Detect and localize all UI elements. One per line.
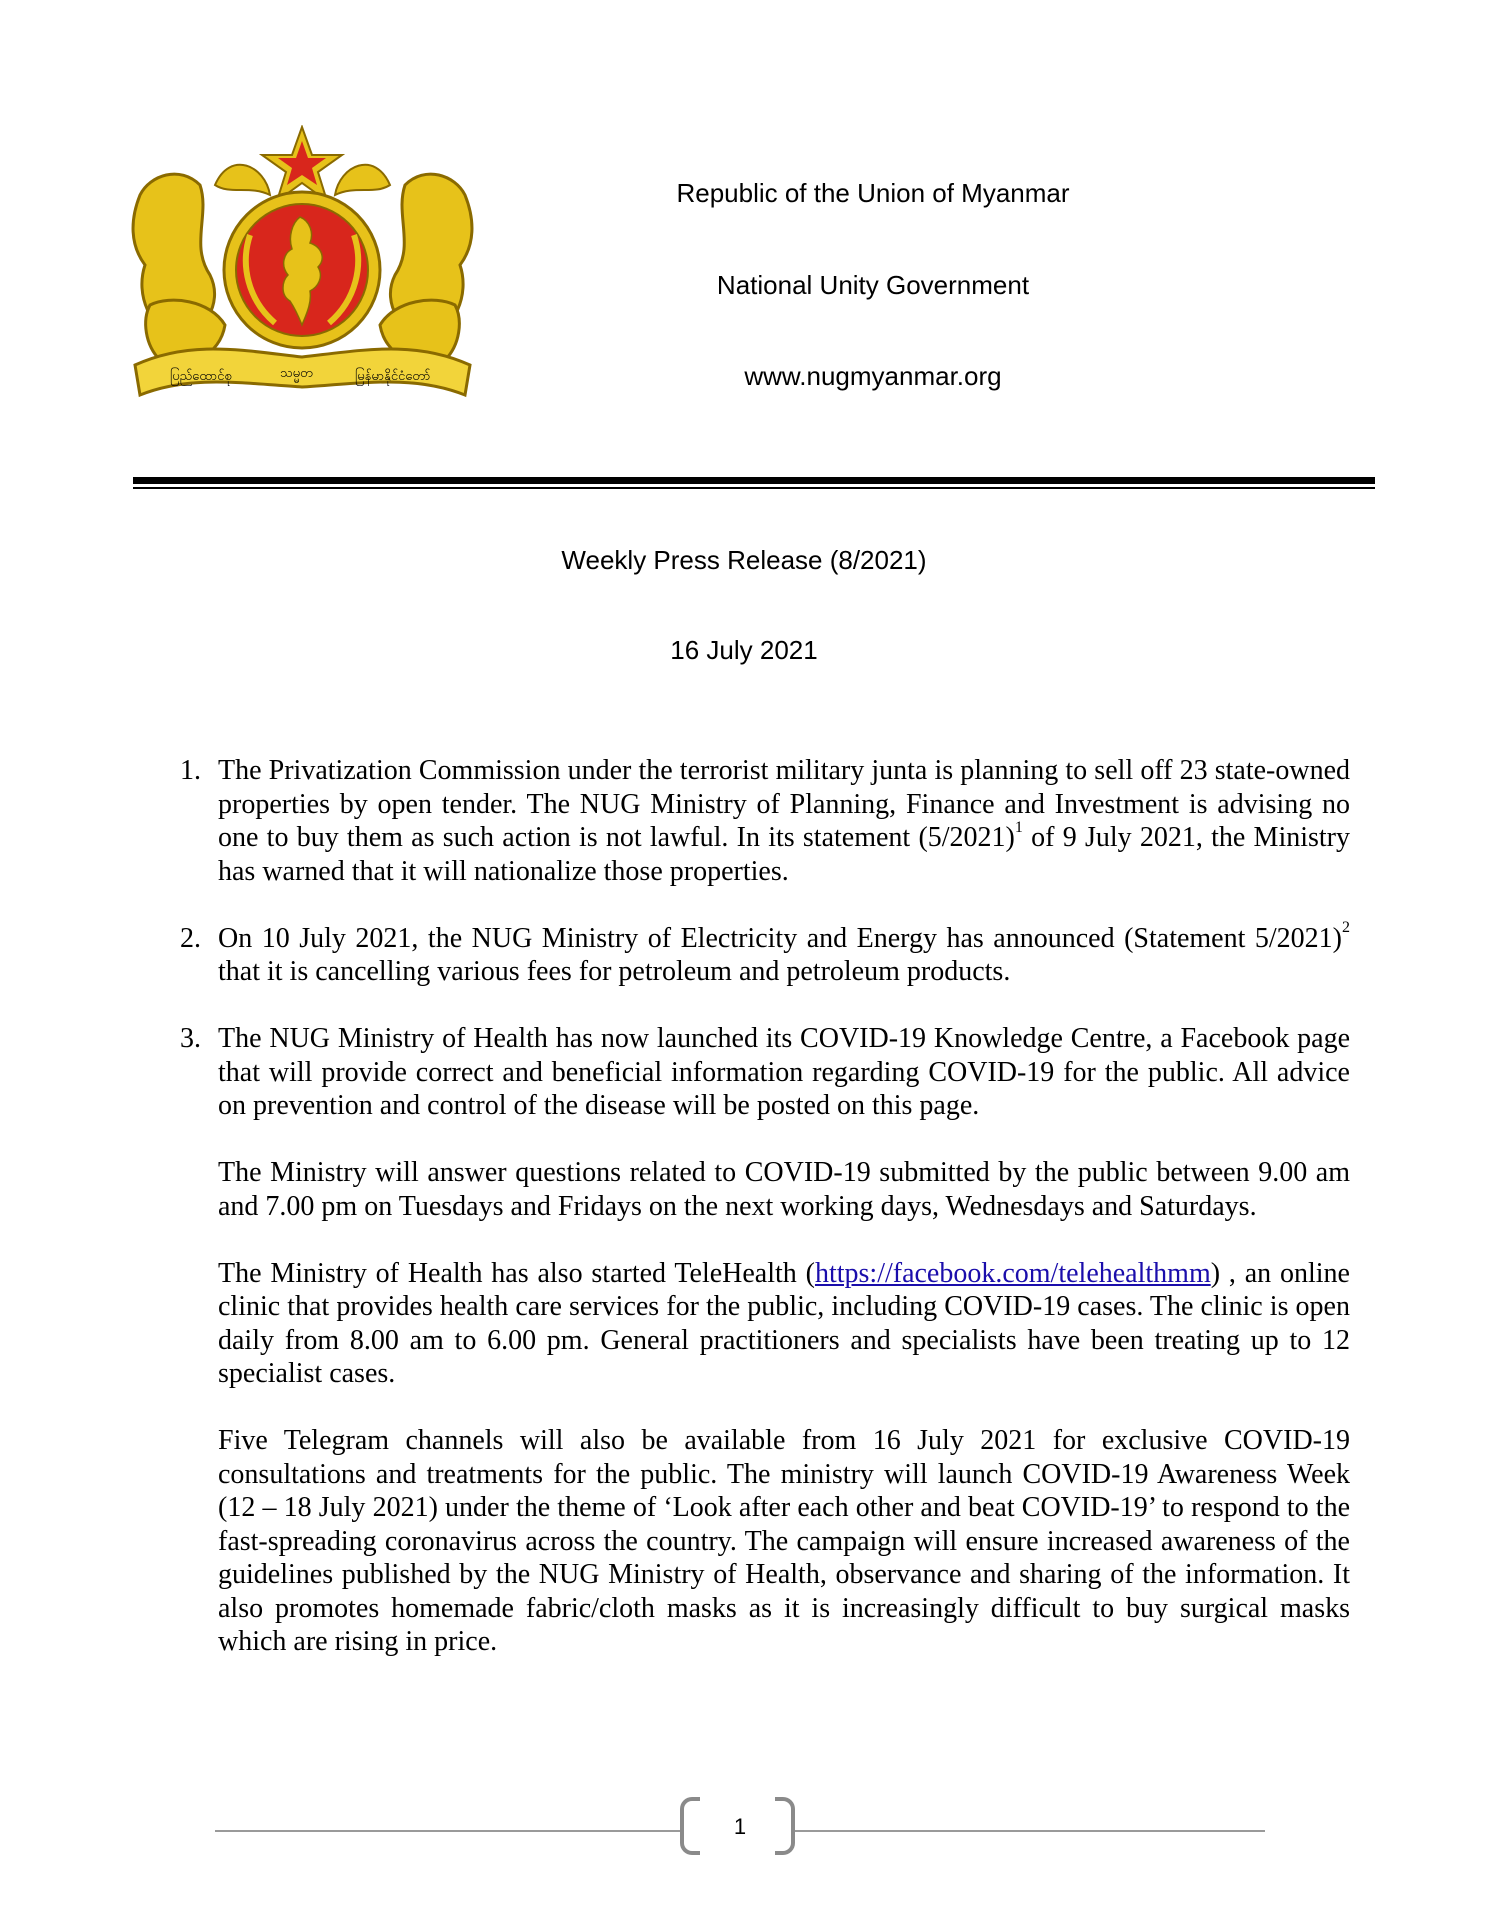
footnote-ref-1[interactable]: 1 — [1014, 818, 1023, 836]
paragraph-covid-questions: The Ministry will answer questions related to COVID-19 submitted by the public between 9.00 am and 7.00 pm on Tuesdays and Fridays on the next working days, Wednesdays and Saturdays. — [218, 1157, 1350, 1222]
footer-rule-left — [215, 1830, 680, 1832]
press-release-body — [180, 754, 1350, 1659]
ribbon-text-center: သမ္မတ — [280, 366, 313, 381]
footer-rule-right — [795, 1830, 1265, 1832]
list-item-number: 3. — [180, 1023, 201, 1054]
footer-brace-left — [680, 1797, 700, 1855]
list-item-number: 2. — [180, 922, 201, 954]
telehealth-link[interactable]: https://facebook.com/telehealthmm — [814, 1257, 1211, 1289]
header-divider — [133, 477, 1375, 484]
header-website[interactable]: www.nugmyanmar.org — [744, 361, 1002, 391]
paragraph-telehealth: The Ministry of Health has also started TeleHealth (https://facebook.com/telehealthmm) , an online clinic that provides health care services for the public, including COVID-19 cases. The clinic is open daily from 8.00 am to 6.00 pm. General practitioners and specialists have been treating up to 12 specialist cases. — [218, 1257, 1350, 1389]
list-item-2 — [180, 919, 1350, 989]
list-item-1 — [180, 754, 1350, 888]
press-release-date: 16 July 2021 — [670, 635, 818, 665]
list-item-number: 1. — [180, 755, 201, 786]
ribbon-text-left: ပြည်ထောင်စု — [170, 369, 232, 384]
page-number: 1 — [733, 1814, 747, 1839]
list-item-text: The NUG Ministry of Health has now launched its COVID-19 Knowledge Centre, a Facebook page that will provide correct and beneficial information regarding COVID-19 for the public. All advice on prevention and control of the disease will be posted on this page. — [218, 1023, 1350, 1121]
list-item-3 — [180, 1022, 1350, 1123]
list-item-text: The Privatization Commission under the terrorist military junta is planning to sell off 23 state-owned properties by open tender. The NUG Ministry of Planning, Finance and Investment is advising no one to buy them as such action is not lawful. In its statement $(5/2021)^1$ of 9 July 2021, the Ministry has warned that it will nationalize those properties. — [218, 755, 1350, 887]
footnote-ref-2[interactable]: 2 — [1342, 919, 1350, 937]
header-government: National Unity Government — [716, 270, 1030, 300]
press-release-title: Weekly Press Release (8/2021) — [561, 545, 927, 575]
header-divider-thin — [133, 487, 1375, 489]
ribbon-text-right: မြန်မာနိုင်ငံတော် — [355, 369, 431, 384]
footer-brace-right — [775, 1797, 795, 1855]
header-country: Republic of the Union of Myanmar — [676, 178, 1070, 208]
list-item-text: On 10 July 2021, the NUG Ministry of Electricity and Energy has announced (Statement 5/2021)$^2$ that it is cancelling various fees for petroleum and petroleum products. — [218, 919, 1350, 987]
paragraph-telegram: Five Telegram channels will also be available from 16 July 2021 for exclusive COVID-19 consultations and treatments for the public. The ministry will launch COVID-19 Awareness Week (12 – 18 July 2021) under the theme of ‘Look after each other and beat COVID-19’ to respond to the fast-spreading coronavirus across the country. The campaign will ensure increased awareness of the guidelines published by the NUG Ministry of Health, observance and sharing of the information. It also promotes homemade fabric/cloth masks as it is increasingly difficult to buy surgical masks which are rising in price. — [218, 1425, 1350, 1657]
